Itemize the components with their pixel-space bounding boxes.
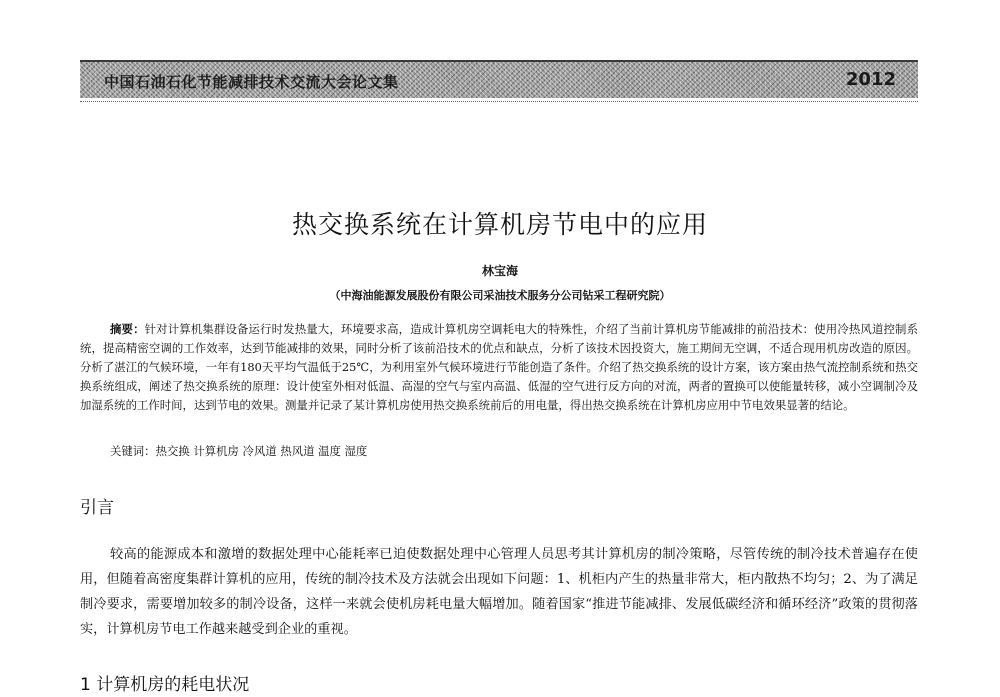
keywords-text: 热交换 计算机房 冷风道 热风道 温度 湿度 xyxy=(155,444,368,458)
author-affiliation: （中海油能源发展股份有限公司采油技术服务分公司钻采工程研究院） xyxy=(329,289,671,302)
paper-title: 热交换系统在计算机房节电中的应用 xyxy=(291,210,708,239)
header-divider xyxy=(80,101,918,102)
abstract xyxy=(80,320,918,415)
abstract-label: 摘要： xyxy=(110,322,145,336)
section-1-heading: 1 计算机房的耗电状况 xyxy=(80,675,250,695)
intro-paragraph: 较高的能源成本和激增的数据处理中心能耗率已迫使数据处理中心管理人员思考其计算机房的制冷策略，尽管传统的制冷技术普遍存在使用，但随着高密度集群计算机的应用，传统的制冷技术及方法就会出现如下问题：1、机柜内产生的热量非常大，柜内散热不均匀；2、为了满足制冷要求，需要增加较多的制冷设备，这样一来就会使机房耗电量大幅增加。随着国家“推进节能减排、发展低碳经济和循环经济”政策的贯彻落实，计算机房节电工作越来越受到企业的重视。 xyxy=(80,547,918,637)
paper-author: 林宝海 xyxy=(481,264,518,278)
abstract-text: 针对计算机集群设备运行时发热量大，环境要求高，造成计算机房空调耗电大的特殊性，介绍了当前计算机房节能减排的前沿技术：使用冷热风道控制系统，提高精密空调的工作效率，达到节能减排的效果，同时分析了该前沿技术的优点和缺点，分析了该技术因投资大，施工期间无空调，不适合现用机房改造的原因。分析了湛江的气候环境，一年有180天平均气温低于25℃，为利用室外气候环境进行节能创造了条件。介绍了热交换系统的设计方案，该方案由热气流控制系统和热交换系统组成，阐述了热交换系统的原理：设计使室外相对低温、高湿的空气与室内高温、低湿的空气进行反方向的对流，两者的置换可以使能量转移，减小空调制冷及加湿系统的工作时间，达到节电的效果。测量并记录了某计算机房使用热交换系统前后的用电量，得出热交换系统在计算机房应用中节电效果显著的结论。 xyxy=(80,322,918,412)
keywords-label: 关键词： xyxy=(110,444,156,458)
journal-name: 中国石油石化节能减排技术交流大会论文集 xyxy=(104,73,399,91)
intro-heading: 引言 xyxy=(80,498,114,518)
keywords xyxy=(80,442,918,461)
running-header xyxy=(80,60,918,98)
journal-year: 2012 xyxy=(845,69,896,90)
